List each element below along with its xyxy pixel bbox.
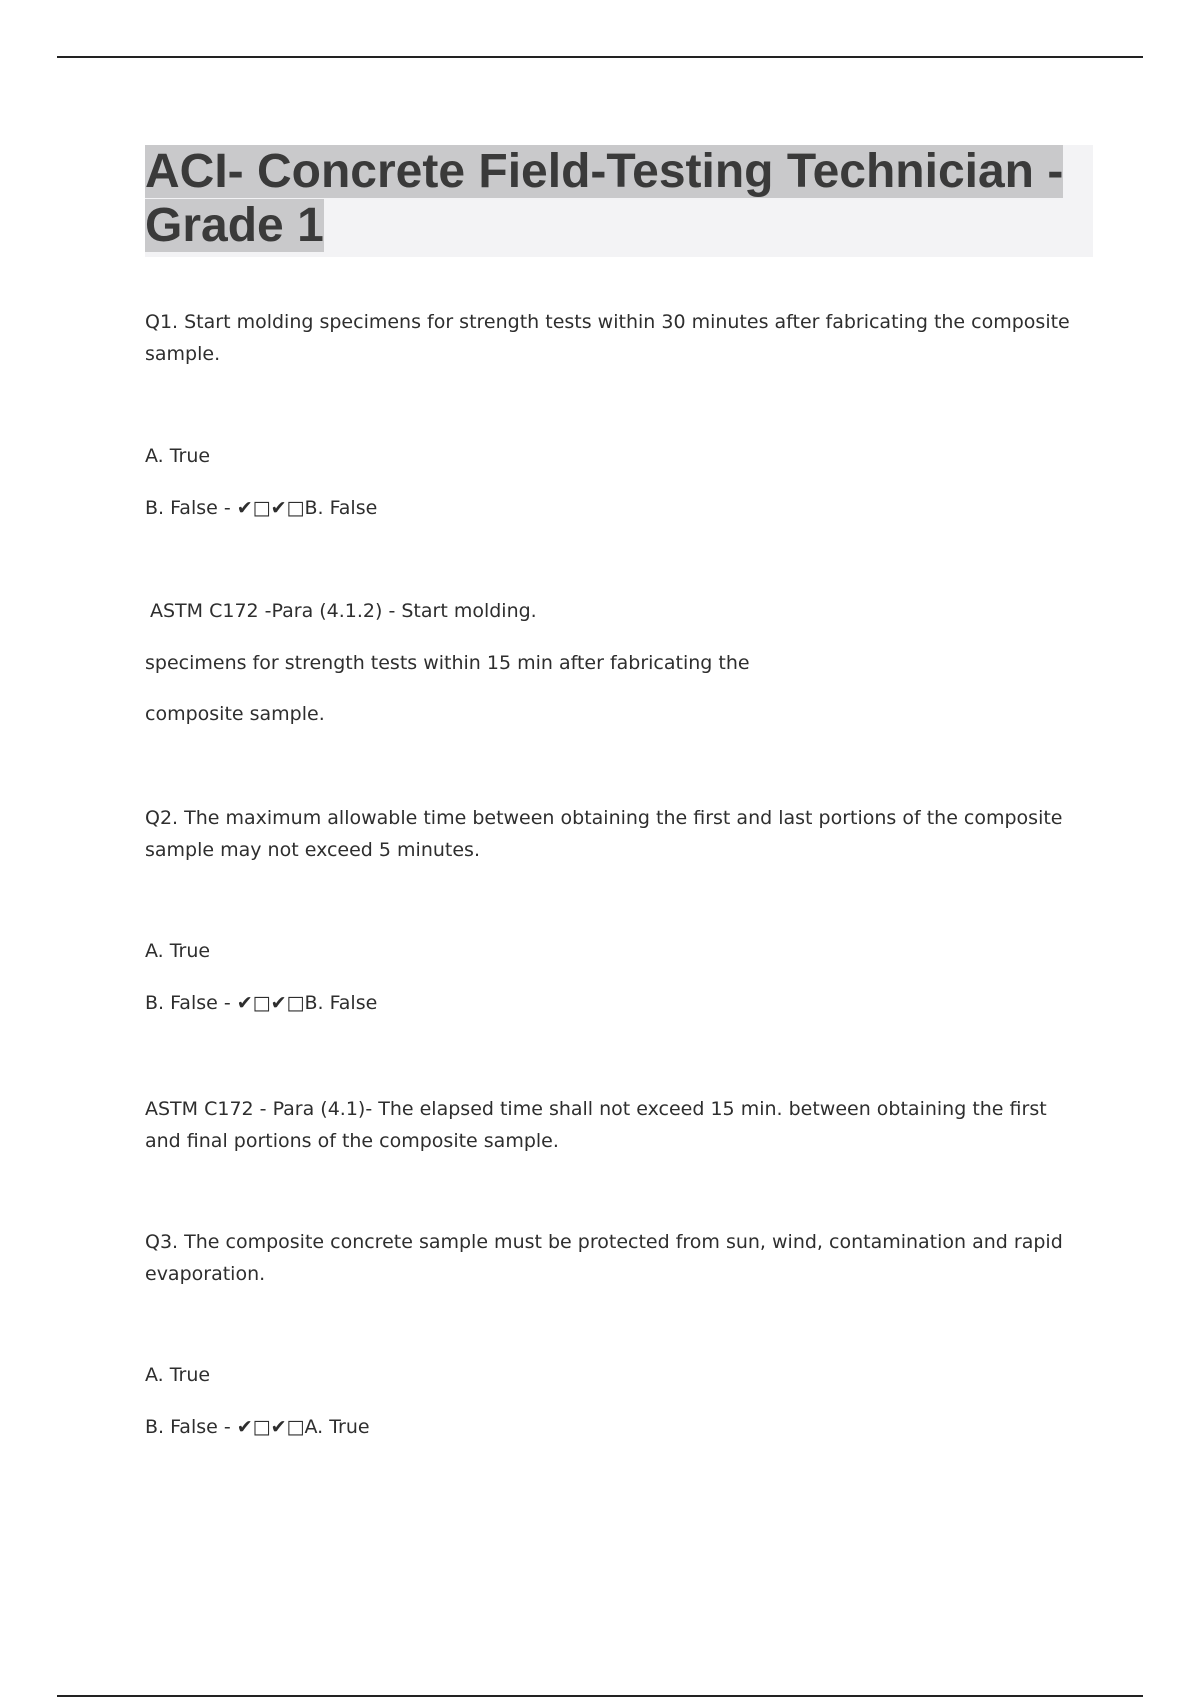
question-2-option-a: A. True <box>145 940 211 962</box>
question-2-explanation: ASTM C172 - Para (4.1)- The elapsed time shall not exceed 15 min. between obtaining the first and final portions of the composite sample. <box>145 1098 1047 1152</box>
question-1-explanation-line: specimens for strength tests within 15 min after fabricating the <box>145 652 750 674</box>
question-1-explanation-line: composite sample. <box>145 703 325 725</box>
question-1: Q1. Start molding specimens for strength tests within 30 minutes after fabricating the composite sample. <box>145 311 1070 365</box>
question-1-explanation-line: ASTM C172 -Para (4.1.2) - Start molding. <box>150 600 537 622</box>
question-2-answer: B. False - ✔□✔□B. False <box>145 992 378 1014</box>
header-rule <box>57 56 1143 58</box>
title-block <box>145 145 1093 257</box>
question-3-answer: B. False - ✔□✔□A. True <box>145 1416 370 1438</box>
document-title: ACI- Concrete Field-Testing Technician - Grade 1 <box>145 145 1064 252</box>
question-3: Q3. The composite concrete sample must be protected from sun, wind, contamination and rapid evaporation. <box>145 1231 1063 1285</box>
question-1-answer: B. False - ✔□✔□B. False <box>145 497 378 519</box>
question-3-option-a: A. True <box>145 1364 211 1386</box>
question-1-option-a: A. True <box>145 445 211 467</box>
footer-rule <box>57 1695 1143 1697</box>
question-2: Q2. The maximum allowable time between obtaining the first and last portions of the composite sample may not exceed 5 minutes. <box>145 807 1063 861</box>
